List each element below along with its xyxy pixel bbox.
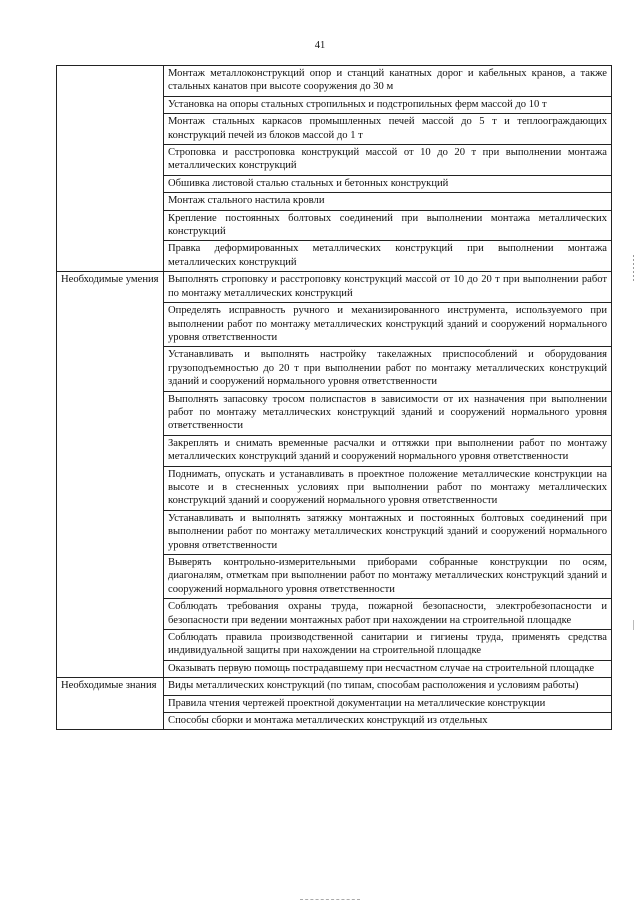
category-cell: Необходимые знания — [57, 678, 164, 730]
requirement-cell: Обшивка листовой сталью стальных и бетонных конструкций — [164, 175, 612, 192]
requirement-cell: Соблюдать требования охраны труда, пожарной безопасности, электробезопасности и безопасности при ведении монтажных работ при нахождении на строительной площадке — [164, 599, 612, 630]
requirement-cell: Оказывать первую помощь пострадавшему при несчастном случае на строительной площадке — [164, 660, 612, 677]
requirement-cell: Правила чтения чертежей проектной документации на металлические конструкции — [164, 695, 612, 712]
requirement-cell: Монтаж стального настила кровли — [164, 193, 612, 210]
requirement-cell: Установка на опоры стальных стропильных и подстропильных ферм массой до 10 т — [164, 96, 612, 113]
requirement-cell: Крепление постоянных болтовых соединений при выполнении монтажа металлических конструкций — [164, 210, 612, 241]
requirement-cell: Соблюдать правила производственной санитарии и гигиены труда, применять средства индивидуальной защиты при нахождении на строительной площадке — [164, 630, 612, 661]
scan-artifact — [633, 255, 634, 281]
table-row — [57, 272, 612, 303]
requirement-cell: Выверять контрольно-измерительными приборами собранные конструкции по осям, диагоналям, отметкам при выполнении работ по монтажу металлических конструкций зданий и сооружений нормального уровня ответственности — [164, 555, 612, 599]
requirement-cell: Определять исправность ручного и механизированного инструмента, используемого при выполнении работ по монтажу металлических конструкций зданий и сооружений нормального уровня ответственности — [164, 303, 612, 347]
requirement-cell: Выполнять строповку и расстроповку конструкций массой от 10 до 20 т при выполнении работ по монтажу металлических конструкций — [164, 272, 612, 303]
requirement-cell: Устанавливать и выполнять настройку такелажных приспособлений и оборудования грузоподъемностью до 20 т при выполнении работ по монтажу металлических конструкций зданий и сооружений нормального уровня ответственности — [164, 347, 612, 391]
requirement-cell: Закреплять и снимать временные расчалки и оттяжки при выполнении работ по монтажу металлических конструкций зданий и сооружений нормального уровня ответственности — [164, 435, 612, 466]
requirement-cell: Выполнять запасовку тросом полиспастов в зависимости от их назначения при выполнении работ по монтажу металлических конструкций зданий и сооружений нормального уровня ответственности — [164, 391, 612, 435]
category-cell: Необходимые умения — [57, 272, 164, 678]
requirement-cell: Устанавливать и выполнять затяжку монтажных и постоянных болтовых соединений при выполнении работ по монтажу металлических конструкций зданий и сооружений нормального уровня ответственности — [164, 510, 612, 554]
requirement-cell: Строповка и расстроповка конструкций массой от 10 до 20 т при выполнении монтажа металлических конструкций — [164, 145, 612, 176]
page-number: 41 — [314, 40, 326, 51]
requirement-cell: Правка деформированных металлических конструкций при выполнении монтажа металлических конструкций — [164, 241, 612, 272]
table-row — [57, 678, 612, 695]
table-row — [57, 66, 612, 97]
requirements-table — [56, 65, 612, 730]
requirement-cell: Монтаж металлоконструкций опор и станций канатных дорог и кабельных кранов, а также стальных канатов при высоте сооружения до 30 м — [164, 66, 612, 97]
scan-artifact — [633, 620, 634, 630]
scan-artifact — [300, 899, 360, 902]
requirement-cell: Монтаж стальных каркасов промышленных печей массой до 5 т и теплоограждающих конструкций печей из блоков массой до 1 т — [164, 114, 612, 145]
requirement-cell: Способы сборки и монтажа металлических конструкций из отдельных — [164, 713, 612, 730]
requirement-cell: Виды металлических конструкций (по типам, способам расположения и условиям работы) — [164, 678, 612, 695]
category-cell — [57, 66, 164, 272]
requirement-cell: Поднимать, опускать и устанавливать в проектное положение металлические конструкции на высоте и в стесненных условиях при выполнении работ по монтажу металлических конструкций зданий и сооружений нормального уровня ответственности — [164, 466, 612, 510]
